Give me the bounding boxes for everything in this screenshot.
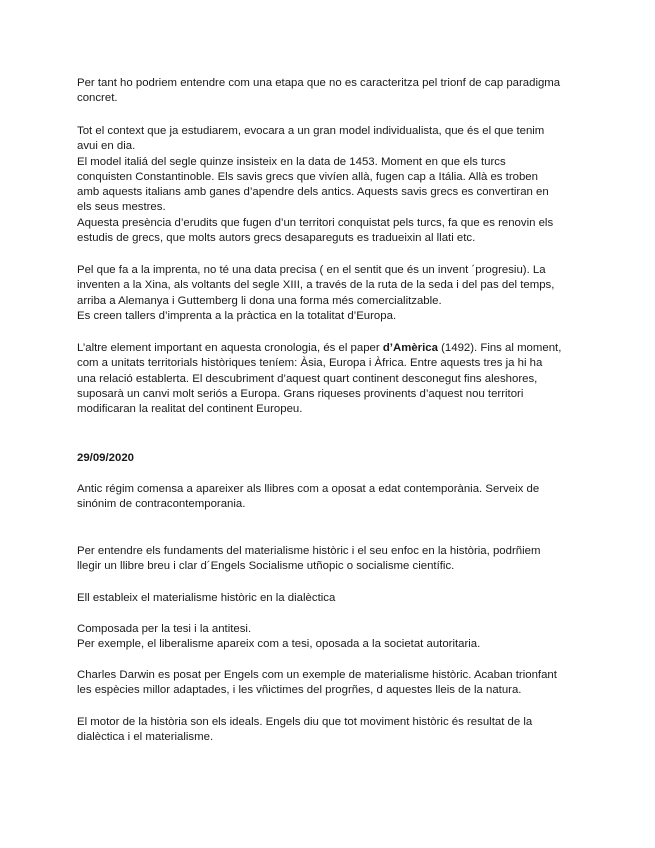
date-heading <box>77 451 587 466</box>
text-line: Es creen tallers d’imprenta a la pràctica en la totalitat d’Europa. <box>77 309 397 322</box>
text-line: El model italiá del segle quinze insisteix en la data de 1453. Moment en que els turcs <box>77 155 506 168</box>
text-line: els seus mestres. <box>77 201 166 214</box>
paragraph-paradigm <box>77 76 587 107</box>
text-line: Per exemple, el liberalisme apareix com a tesi, oposada a la societat autoritaria. <box>77 638 481 651</box>
text-line: conquisten Constantinoble. Els savis grecs que vivíen allà, fugen cap a Itália. Allà es troben <box>77 170 538 183</box>
text-line: Charles Darwin es posat per Engels com un exemple de materialisme històric. Acaban trionfant <box>77 669 557 681</box>
text-span: L’altre element important en aquesta cronologia, és el paper <box>77 342 383 354</box>
paragraph-italian-model <box>77 124 587 246</box>
text-line: suposarà un canvi molt seriós a Europa. Grans riqueses provinents d’aquest nou territori <box>77 387 524 400</box>
text-line: les espècies millor adaptades, i les vñictimes del progrñes, d aquestes lleis de la natura. <box>77 684 522 697</box>
bold-term: d’Amèrica <box>382 342 438 354</box>
paragraph-materialism <box>77 544 587 575</box>
paragraph-thesis <box>77 622 587 653</box>
text-line: sinónim de contracontemporania. <box>77 498 246 511</box>
date-text: 29/09/2020 <box>77 452 135 464</box>
text-line: modificaran la realitat del continent Europeu. <box>77 403 303 416</box>
paragraph-motor-of-history <box>77 715 587 746</box>
text-line: Per entendre els fundaments del materialisme històric i el seu enfoc en la història, podrñiem <box>77 545 541 557</box>
text-line: Antic régim comensa a apareixer als llibres com a oposat a edat contemporània. Serveix de <box>77 483 540 495</box>
text-line: una relació establerta. El descubriment d’aquest quart continent desconegut fins aleshores, <box>77 372 538 385</box>
text-line: inventen a la Xina, als voltants del segle XIII, a través de la ruta de la seda i del pas del temps, <box>77 279 555 292</box>
paragraph-america <box>77 341 587 417</box>
text-line: Tot el context que ja estudiarem, evocara a un gran model individualista, que és el que tenim <box>77 125 545 137</box>
text-line: dialèctica i el materialisme. <box>77 731 214 744</box>
paragraph-darwin <box>77 668 587 699</box>
text-line: com a unitats territorials històriques teníem: Àsia, Europa i Àfrica. Entre aquests tres ja hi ha <box>77 357 543 370</box>
text-line: Per tant ho podriem entendre com una etapa que no es caracteritza pel trionf de cap paradigma <box>77 77 561 89</box>
text-line <box>77 341 587 356</box>
text-line: arriba a Alemanya i Guttemberg li dona una forma més comercialitzable. <box>77 294 442 307</box>
text-line: El motor de la història son els ideals. Engels diu que tot moviment històric és resultat de la <box>77 716 533 728</box>
text-line: Aquesta presència d’erudits que fugen d’un territori conquistat pels turcs, fa que es renovin els <box>77 216 554 229</box>
text-line: amb aquests italians amb ganes d’apendre dels antics. Aquests savis grecs es convertiran en <box>77 186 549 199</box>
text-line: llegir un llibre breu i clar d´Engels Socialisme utñopic o socialisme científic. <box>77 560 455 573</box>
text-line: concret. <box>77 92 118 105</box>
paragraph-printing-press <box>77 263 587 324</box>
paragraph-dialectic <box>77 591 587 606</box>
text-line: avui en dia. <box>77 140 136 153</box>
paragraph-ancien-regime <box>77 482 587 513</box>
text-line: estudis de grecs, que molts autors grecs desapareguts es tradueixin al llati etc. <box>77 232 476 245</box>
text-line: Composada per la tesi i la antitesi. <box>77 623 252 635</box>
text-line: Ell estableix el materialisme històric en la dialèctica <box>77 592 336 604</box>
text-span: (1492). Fins al moment, <box>437 342 562 354</box>
text-line: Pel que fa a la imprenta, no té una data precisa ( en el sentit que és un invent ´progresiu). La <box>77 264 546 276</box>
